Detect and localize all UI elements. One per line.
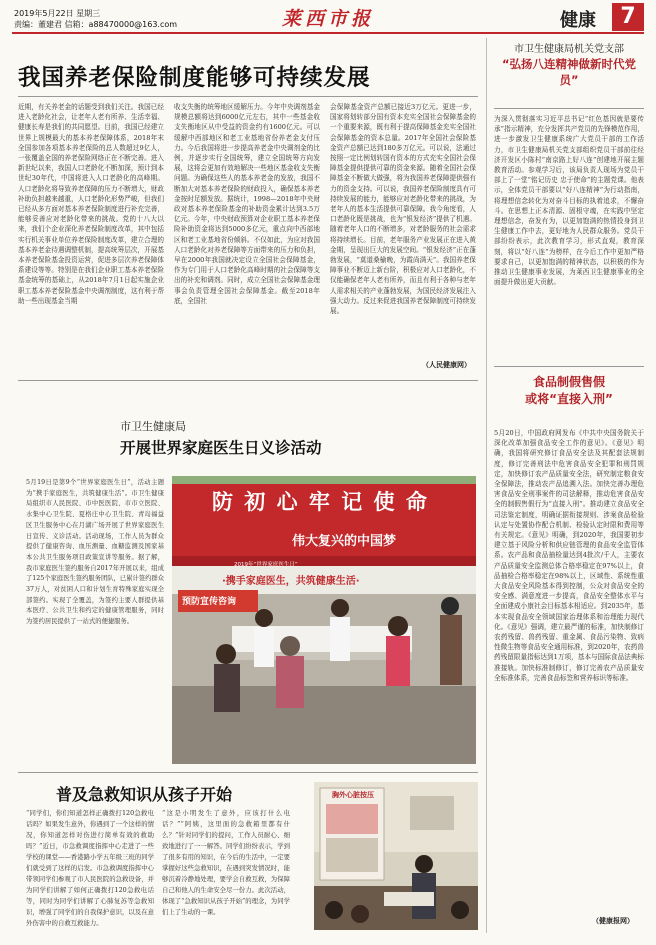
header-info [14, 8, 177, 30]
issue-date: 2019年5月22日 星期三 [14, 9, 101, 18]
banner-side-text: 伟大复兴的中国梦 [292, 534, 397, 549]
right-section-rule [494, 366, 644, 367]
party-branch-title: “弘扬八连精神做新时代党员” [501, 57, 637, 87]
headline-rule [18, 96, 478, 97]
family-doctor-text: 5月19日是第9个“世界家庭医生日”，活动主题为“携手家庭医生，共筑健康生活”。市卫生健康局组织市人民医院、市中医医院、市市立医院、水集中心卫生院、夏格庄中心卫生院、青岛福益区卫生服务中心在月湖广场开展了世界家庭医生日宣传、义诊活动。活动现场，工作人员为群众提供了健康咨询、血压测量、血糖监测及国家基本公共卫生服务项目政策宣讲等服务。据了解，我市家庭医生签约服务自2017年开展以来，组成了125个家庭医生签约服务团队，已累计签约群众37万人，对贫困人口和计划生育特殊家庭实现全部签约。实现了全覆盖，为签约主要人群提供基本医疗、公共卫生和约定的健康管理服务，同时为签约居民提供了一站式的便捷服务。 [26, 479, 164, 626]
first-aid-top-rule [18, 772, 478, 773]
banner-event-name: 2019年“世界家庭医生日” [234, 562, 298, 568]
banner-theme: ·携手家庭医生，共筑健康生活· [222, 576, 360, 587]
party-branch-kicker: 市卫生健康局机关党支部 [514, 44, 624, 55]
food-safety-credit: （健康报网） [592, 917, 634, 925]
cpr-poster-title: 胸外心脏按压 [332, 791, 374, 799]
party-branch-text: 为深入贯彻落实习近平总书记“红色基因就是要传承”指示精神，充分发挥共产党员的先锋模范作用，进一步激发卫生健康系统广大党员干部的工作活力，市卫生健康局机关党支部组织党员干部前往经济开发区小陈村“南京路上好八连”创建地开展主题教育活动。参观学习后，该局负责人现场为党员干部上了一堂“铭记历史 忠于使命”的主题党课。他表示，全体党员干部要以“好八连精神”为行动指南，将理想信念转化为对奋斗目标的执着追求，不懈奋斗。在思想上正本清源、固根守魂，在实践中坚定理想信念，奋发有为，以更加饱满的热情投身到卫生健康工作中去，更好地为人民群众服务。党员干部纷纷表示，此次教育学习，形式直观，教育深刻，将以“好八连”为榜样，在今后工作中更加严格要求自己，以更加饱满的精神状态，以积极的作为推动卫生健康事业发展，为莱西卫生健康事业的全面提升做出更大贡献。 [494, 115, 644, 287]
main-article-credit: （人民健康网） [422, 361, 471, 369]
family-doctor-top-rule [18, 380, 478, 381]
food-safety-text: 5月20日，中国政府网发布《中共中央国务院关于深化改革加强食品安全工作的意见》。《意见》明确，我国将研究修订食品安全法及其配套法规制度，修订完善刑法中危害食品安全犯罪和刑罚规定，加快修订农产品质量安全法，研究制定粮食安全保障法，推动农产品追溯入法。加快完善办理危害食品安全刑事案件的司法解释，推动危害食品安全的制假售假行为“直接入刑”。推动建立食品安全司法鉴定制度，明确证据衔接规则、涉案食品检验认定与处置协作配合机制、检验认定时限和费用等有关规定。《意见》明确，到2020年，我国要初步建立基于风险分析和供应链管理的食品安全监管体系。农产品和食品抽检量达到4批次/千人，主要农产品质量安全监测总体合格率稳定在97%以上，食品抽检合格率稳定在98%以上，区域性、系统性重大食品安全风险基本得到控制，公众对食品安全的安全感、满意度进一步提高，食品安全整体水平与全面建成小康社会目标基本相适应。到2035年，基本实现食品安全领域国家治理体系和治理能力现代化。《意见》强调，建立最严谨的标准，加快制修订农药残留、兽药残留、重金属、食品污染物、致病性微生物等食品安全通用标准，到2020年，农药兽药残留限量指标达到1万项，基本与国际食品法典标准接轨。加快标准制修订，修订完善农产品质量安全标准体系，完善食品标签和营养标识等标准。 [494, 429, 644, 682]
page-number-badge: 7 [612, 3, 644, 31]
family-doctor-kicker: 市卫生健康局 [120, 420, 186, 433]
first-aid-text-col1: “同学们，你们知道怎样正确拨打120急救电话吗？如果发生意外，你遇到了一个这样的情况，你知道怎样对伤进行简单有效的救助吗？”近日，市急救调度指挥中心走进了一些学校的课堂——香港路小学五年级三班的同学们就受到了这样的启发。市急救调度指挥中心带领同学们参观了市人民医院的急救设备，并为同学们讲解了如何正确拨打120急救电话等，同时为同学们讲解了心肺复苏等急救知识，增强了同学们的自我保护意识，以及在意外伤害中的自救互救能力。 [26, 809, 154, 927]
masthead-logo: 莱西市报 [281, 8, 374, 30]
first-aid-photo-illustration [314, 782, 478, 930]
consult-sign: 预防宣传咨询 [182, 597, 237, 607]
party-branch-rule [494, 108, 644, 109]
main-article-col3: 会保障基金资产总额已接近3万亿元。更进一步，国家将划转部分国有资本充实全国社会保障基金的一个重要来源，既有利于提高保障基金充实全国社会保障基金的资本总量。2017年全国社会保险基金资产总额已达到180多万亿元。可以说，法通过按照一定比例划转国有资本的方式充实全国社会保障基金提供提供可靠的资金来源。随着全国社会保障基金不断做大做强，将为我国养老保障提供强有力的资金支持。可以说，我国养老保险制度具有可持续发展的能力，能够应对老龄化带来的挑战，为老年人的基本生活提供可靠保障。我今角度看，人口老龄化既是挑战，也为“银发经济”提供了机遇。随着老年人口的不断增多，对老龄服务的社会需求将持续增长。目前，老年服务产业发展正在进入黄金期，呈现出巨大的发展空间。“银发经济”正在蓬勃发展，“莫道桑榆晚，为霞尚满天”。我国养老保障事业不断迈上新台阶，积极应对人口老龄化，不仅能确保老年人老有所养，而且有利于各种与老年人需求相关的产业蓬勃发展，为国民经济发展注入强大动力。反过来促进我国养老保障制度可持续发展。 [330, 103, 476, 316]
first-aid-title: 普及急救知识从孩子开始 [56, 785, 233, 804]
event-photo [172, 476, 476, 764]
main-article-col2: 收支失衡的统筹地区缓解压力。今年中央调剂基金规模总额将达到6000亿元左右，其中一些基金收支失衡地区从中受益的资金约有1600亿元。可以缓解中西部地区和老工业基地省份养老金支付压力。今后我国将进一步提高养老金中央调剂金的比例，并逐步实行全国统筹，建立全国统筹方向发展，这将会更加有效地解决一些地区基金收支失衡问题。为确保这些人的基本养老金的发放，我国不断加大对基本养老保险的财政投入，确保基本养老金按时足额发放。据统计，1998—2018年中央财政对基本养老保险基金的补助资金累计达到3.5万亿元。今年，中央财政预算对企业职工基本养老保险补助资金将达到5000多亿元，重点向中西部地区和老工业基地省份倾斜。不仅如此，为应对我国人口老龄化对养老保障等方面带来的压力和负担，早在2000年我国就决定设立全国社会保障基金，作为专门用于人口老龄化高峰时期的社会保障等支出的补充和调剂。同时，成立全国社会保障基金理事会负责管理全国社会保障基金。截至2018年底，全国社 [174, 103, 320, 305]
first-aid-text-col2: “这是小明发生了意外，应该打什么电话？”“阿姨，这里面的急救箱里都有什么？”针对同学们的提问，工作人员耐心、细致地进行了一一解答。同学们纷纷表示，学到了很多有用的知识，在今后的生活中，一定要掌握好这些急救知识，在遇到突发情况时，能够沉着冷静地处理，要学会自救互救，为保障自己和他人的生命安全尽一份力。此次活动，体现了“急救知识从孩子开始”的理念，为同学们上了生动的一课。 [162, 809, 290, 916]
food-safety-title: 食品制假售假 或将“直接入刑” [525, 375, 613, 406]
first-aid-photo [314, 782, 478, 930]
editor-line: 责编：董建君 信箱：a88470000@163.com [14, 20, 178, 29]
section-title: 健康 [560, 10, 596, 31]
event-photo-illustration [172, 476, 476, 764]
header-rule [12, 32, 644, 34]
banner-slogan: 防 初 心 牢 记 使 命 [212, 490, 429, 514]
column-divider [486, 38, 487, 933]
main-headline: 我国养老保险制度能够可持续发展 [18, 65, 371, 91]
main-article-col1: 近期，有关养老金的话题受到我们关注。我国已经进入老龄化社会，让老年人老有所养、生活幸福、健康长寿是我们的共同愿望。目前，我国已经建立世界上规模最大的基本养老保障体系，2018年末全国参加各项基本养老保险的总人数超过9亿人，一张覆盖全国的养老保险网络正在不断完善。进入新世纪以来，我国人口老龄化不断加深，预计到本世纪30年代，中国将进入人口老龄化的高峰期。人口老龄化将导致养老保障的压力不断增大，财政补助负担越来越重，人口老龄化形势严峻，但我们已经从多方面对基本养老保险制度进行补充完善，能够妥善应对老龄化带来的挑战。党的十八大以来，我们个企业深化养老保险制度改革，其中包括实行机关事业单位养老保险制度改革，建立合理的基本养老金待遇调整机制，提高统筹层次，开展基本养老保险基金投资运营，促进多层次养老保障体系建设等等。特别是在我们企业职工基本养老保险基金统筹的基础上，从2018年7月1日起实施企业职工基本养老保险基金中央调剂制度，这有利于帮助一些出现基金当期 [18, 103, 164, 305]
family-doctor-title: 开展世界家庭医生日义诊活动 [120, 439, 322, 457]
